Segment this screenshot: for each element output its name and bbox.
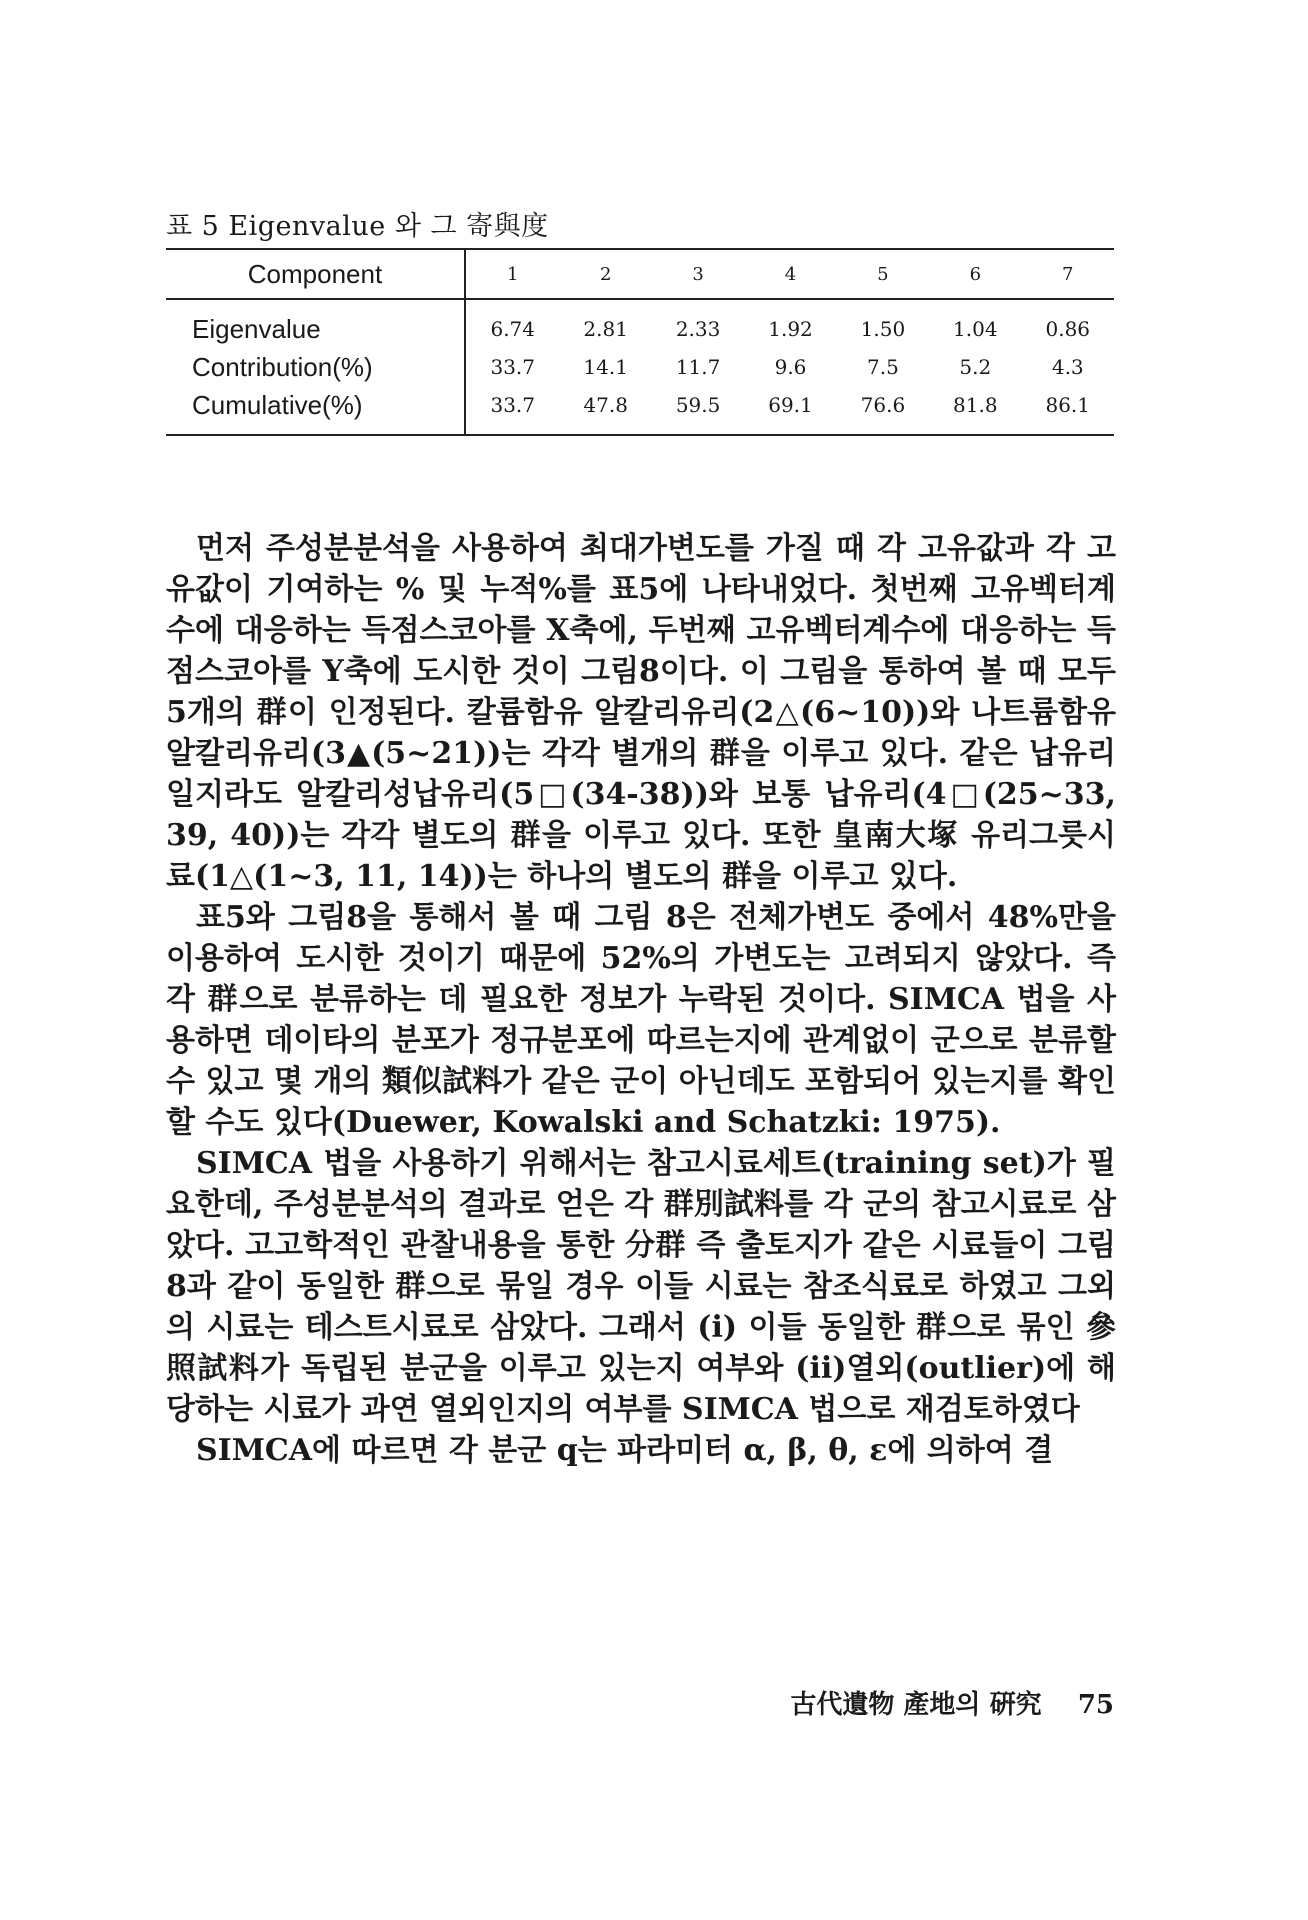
table-cell: 9.6 — [774, 355, 807, 379]
row-label: Contribution(%) — [166, 348, 465, 386]
table-cell: 4.3 — [1051, 355, 1084, 379]
eigenvalue-table — [166, 248, 1114, 436]
table-cell: 59.5 — [675, 393, 721, 417]
table-caption: 표 5 Eigenvalue 와 그 寄與度 — [166, 211, 549, 242]
table-cell: 1.04 — [953, 317, 998, 341]
table-cell: 7.5 — [867, 355, 899, 379]
column-header: 7 — [1062, 263, 1074, 285]
body-text — [166, 528, 1116, 1471]
row-label: Cumulative(%) — [166, 386, 465, 435]
column-header: 2 — [599, 263, 612, 285]
table-cell: 76.6 — [860, 393, 906, 417]
column-header: 1 — [507, 263, 519, 285]
paragraph: 표5와 그림8을 통해서 볼 때 그림 8은 전체가변도 중에서 48%만을 이용하여 도시한 것이기 때문에 52%의 가변도는 고려되지 않았다. 즉 각 群으로 분류하는 데 필요한 정보가 누락된 것이다. SIMCA 법을 사용하면 데이타의 분포가 정규분포에 따르는지에 관계없이 군으로 분류할 수 있고 몇 개의 類似試料가 같은 군이 아닌데도 포함되어 있는지를 확인할 수도 있다(Duewer, Kowalski and Schatzki: 1975). — [166, 900, 1116, 1140]
paragraph: 먼저 주성분분석을 사용하여 최대가변도를 가질 때 각 고유값과 각 고유값이 기여하는 % 및 누적%를 표5에 나타내었다. 첫번째 고유벡터계수에 대응하는 득점스코아를 X축에, 두번째 고유벡터계수에 대응하는 득점스코아를 Y축에 도시한 것이 그림8이다. 이 그림을 통하여 볼 때 모두 5개의 群이 인정된다. 칼륨함유 알칼리유리(2△(6~10))와 나트륨함유 알칼리유리(3▲(5~21))는 각각 별개의 群을 이루고 있다. 같은 납유리일지라도 알칼리성납유리(5□(34-38))와 보통 납유리(4□(25~33, 39, 40))는 각각 별도의 群을 이루고 있다. 또한 皇南大塚 유리그릇시료(1△(1~3, 11, 14))는 하나의 별도의 群을 이루고 있다. — [166, 531, 1116, 894]
table-cell: 33.7 — [490, 393, 535, 417]
table-cell: 2.81 — [583, 317, 628, 341]
table-cell: 86.1 — [1045, 393, 1091, 417]
table-header-row — [166, 249, 1114, 299]
page-number: 75 — [1077, 1690, 1114, 1720]
table-cell: 47.8 — [583, 393, 628, 417]
column-header: 3 — [692, 263, 704, 285]
column-header: 5 — [877, 263, 889, 285]
table-row — [166, 386, 1114, 435]
table-cell: 1.50 — [860, 317, 906, 341]
table-cell: 0.86 — [1045, 317, 1091, 341]
table-row — [166, 348, 1114, 386]
table-cell: 33.7 — [490, 355, 535, 379]
header-label: Component — [166, 249, 465, 299]
page-footer — [790, 1684, 1114, 1721]
column-header: 4 — [784, 263, 797, 285]
table-cell: 81.8 — [953, 393, 998, 417]
table-cell: 5.2 — [959, 355, 992, 379]
table-cell: 1.92 — [768, 317, 813, 341]
paragraph: SIMCA에 따르면 각 분군 q는 파라미터 α, β, θ, ε에 의하여 결 — [196, 1433, 1054, 1468]
table-cell: 14.1 — [583, 355, 628, 379]
table-cell: 6.74 — [490, 317, 535, 341]
table-cell: 11.7 — [675, 355, 721, 379]
table-cell: 2.33 — [675, 317, 721, 341]
running-title: 古代遺物 產地의 硏究 — [790, 1690, 1042, 1720]
table-cell: 69.1 — [768, 393, 813, 417]
table-row — [166, 299, 1114, 348]
paragraph: SIMCA 법을 사용하기 위해서는 참고시료세트(training set)가 필요한데, 주성분분석의 결과로 얻은 각 群別試料를 각 군의 참고시료로 삼았다. 고고학적인 관찰내용을 통한 分群 즉 출토지가 같은 시료들이 그림 8과 같이 동일한 群으로 묶일 경우 이들 시료는 참조식료로 하였고 그외의 시료는 테스트시료로 삼았다. 그래서 (i) 이들 동일한 群으로 묶인 參照試料가 독립된 분군을 이루고 있는지 여부와 (ii)열외(outlier)에 해당하는 시료가 과연 열외인지의 여부를 SIMCA 법으로 재검토하였다 — [166, 1146, 1116, 1427]
column-header: 6 — [969, 263, 982, 285]
row-label: Eigenvalue — [166, 299, 465, 348]
